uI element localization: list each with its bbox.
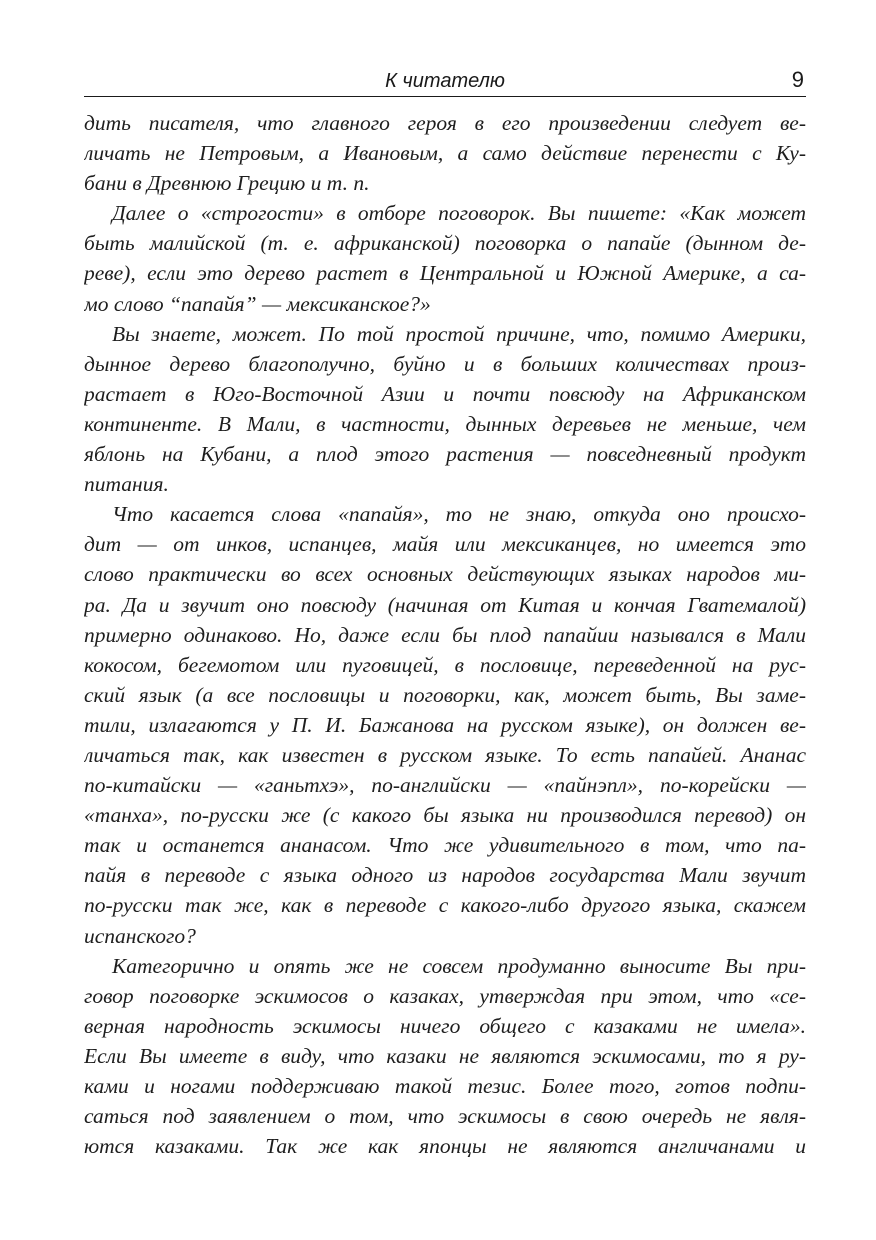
text-line: примерно одинаково. Но, даже если бы плод папайии назывался в Мали xyxy=(84,622,806,647)
text-line: питания. xyxy=(84,472,169,497)
paragraph xyxy=(84,108,806,198)
text-line: яблонь на Кубани, а плод этого растения — повседневный продукт xyxy=(84,442,806,467)
text-line: дит — от инков, испанцев, майя или мексиканцев, но имеется это xyxy=(84,532,806,557)
text-line: быть малийской (т. е. африканской) поговорка о папайе (дынном де- xyxy=(84,231,806,256)
text-line: говор поговорке эскимосов о казаках, утверждая при этом, что «се- xyxy=(84,983,806,1008)
text-line: тили, излагаются у П. И. Бажанова на русском языке), он должен ве- xyxy=(84,712,806,737)
text-line: по-русски так же, как в переводе с какого-либо другого языка, скажем xyxy=(84,893,806,918)
text-line: кокосом, бегемотом или пуговицей, в пословице, переведенной на рус- xyxy=(84,652,806,677)
paragraph xyxy=(84,319,806,500)
paragraph xyxy=(84,499,806,950)
text-line: бани в Древнюю Грецию и т. п. xyxy=(84,171,370,196)
text-line: реве), если это дерево растет в Центральной и Южной Америке, а са- xyxy=(84,261,806,286)
text-line: дынное дерево благополучно, буйно и в больших количествах произ- xyxy=(84,351,806,376)
text-line: саться под заявлением о том, что эскимосы в свою очередь не явля- xyxy=(84,1104,806,1129)
body-text xyxy=(84,108,806,1161)
text-line: испанского? xyxy=(84,923,196,948)
text-line: дить писателя, что главного героя в его произведении следует ве- xyxy=(84,111,806,135)
text-line: мо слово “папайя” — мексиканское?» xyxy=(84,291,431,316)
text-line: слово практически во всех основных действующих языках народов ми- xyxy=(84,562,806,587)
text-line: «танха», по-русски же (с какого бы языка ни производился перевод) он xyxy=(84,803,806,828)
paragraph xyxy=(84,951,806,1162)
text-line: верная народность эскимосы ничего общего с казаками не имела». xyxy=(84,1013,806,1038)
text-line: Вы знаете, может. По той простой причине, что, помимо Америки, xyxy=(112,321,806,346)
text-line: континенте. В Мали, в частности, дынных деревьев не меньше, чем xyxy=(84,411,806,436)
text-line: личать не Петровым, а Ивановым, а само действие перенести с Ку- xyxy=(84,141,806,166)
text-line: ками и ногами поддерживаю такой тезис. Более того, готов подпи- xyxy=(84,1074,806,1098)
page-number: 9 xyxy=(791,67,804,92)
text-line: ский язык (а все пословицы и поговорки, как, может быть, Вы заме- xyxy=(84,682,806,707)
text-line: по-китайски — «ганьтхэ», по-английски — «пайнэпл», по-корейски — xyxy=(84,773,806,798)
text-line: растает в Юго-Восточной Азии и почти повсюду на Африканском xyxy=(84,381,806,406)
text-line: так и останется ананасом. Что же удивительного в том, что па- xyxy=(84,833,806,858)
text-line: личаться так, как известен в русском языке. То есть папайей. Ананас xyxy=(84,742,806,767)
running-title: К читателю xyxy=(385,70,505,92)
text-line: ра. Да и звучит оно повсюду (начиная от Китая и кончая Гватемалой) xyxy=(84,592,806,617)
text-line: Категорично и опять же не совсем продуманно выносите Вы при- xyxy=(112,953,806,978)
text-line: Если Вы имеете в виду, что казаки не являются эскимосами, то я ру- xyxy=(84,1043,806,1068)
text-line: пайя в переводе с языка одного из народов государства Мали звучит xyxy=(84,863,806,888)
text-line: ются казаками. Так же как японцы не являются англичанами и xyxy=(84,1134,806,1159)
paragraph xyxy=(84,198,806,318)
running-header xyxy=(84,66,806,97)
text-line: Далее о «строгости» в отборе поговорок. Вы пишете: «Как может xyxy=(112,201,806,226)
text-line: Что касается слова «папайя», то не знаю, откуда оно происхо- xyxy=(112,502,806,527)
